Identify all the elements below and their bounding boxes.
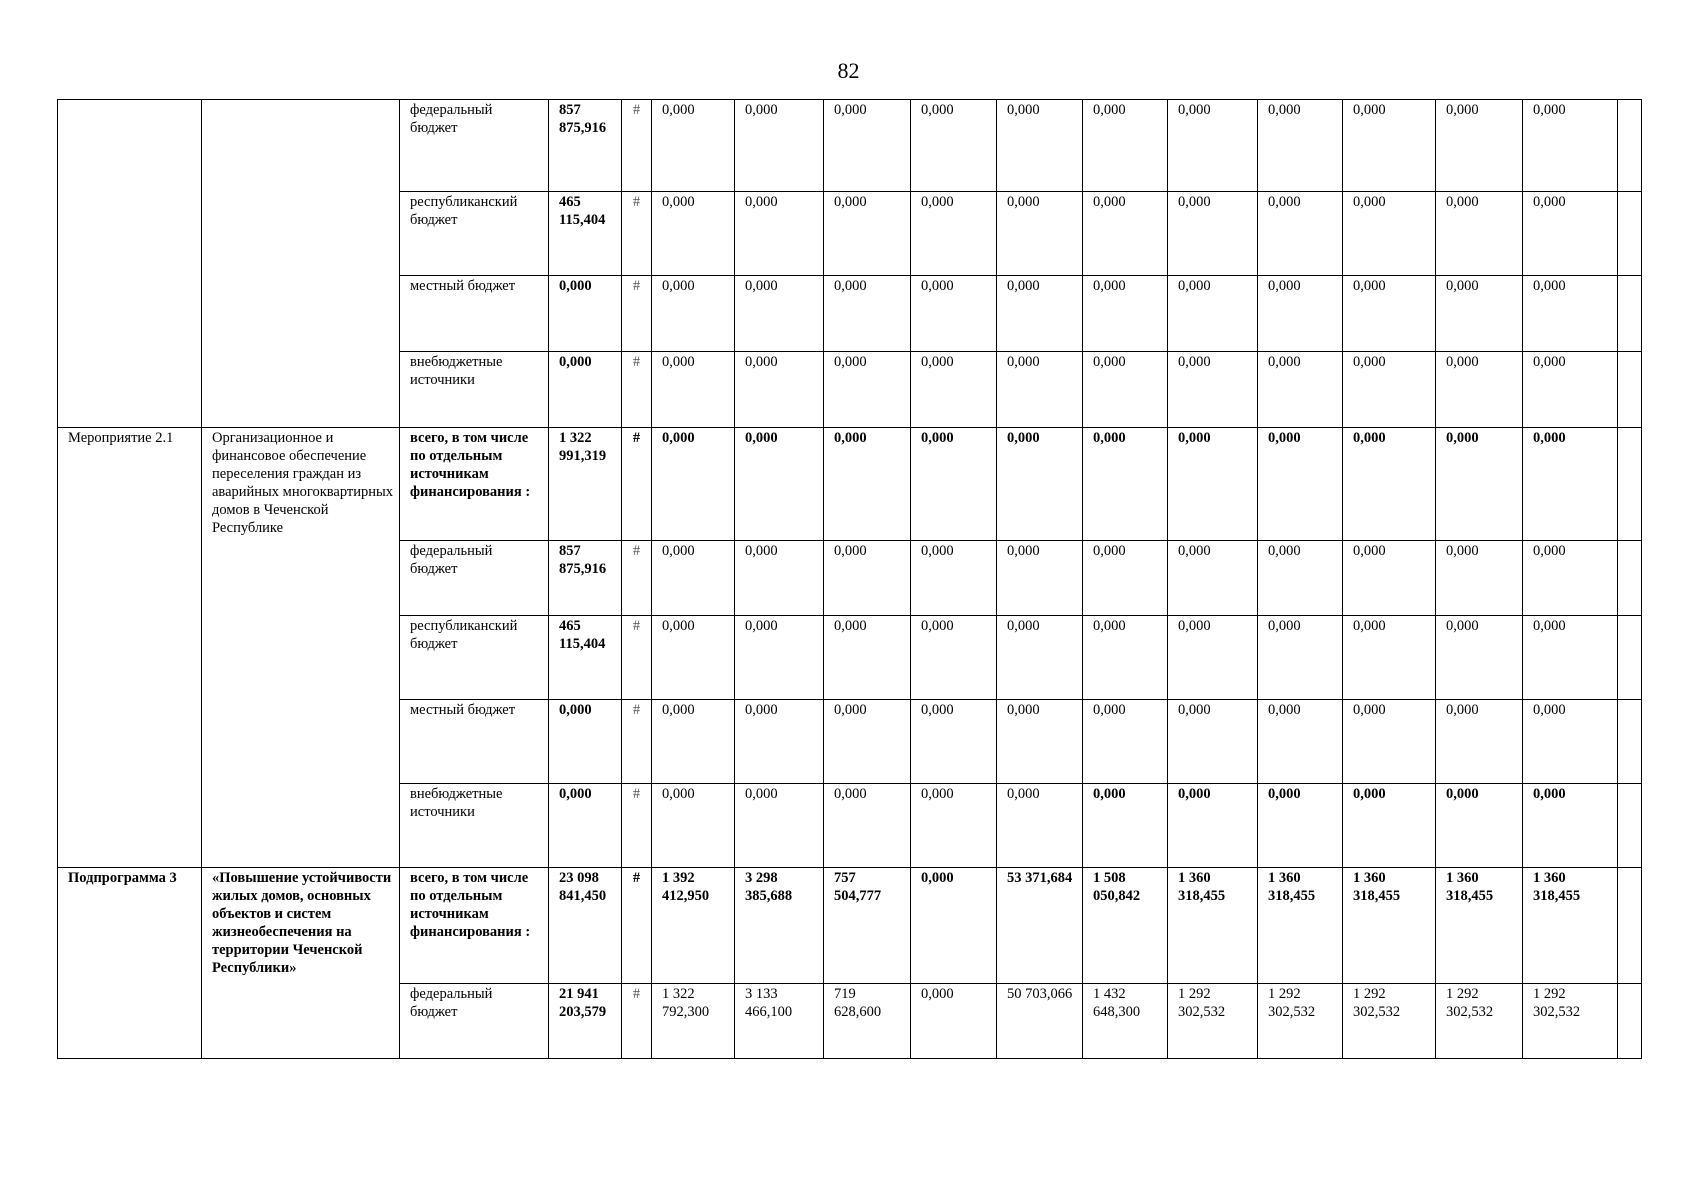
year-value: 0,000	[911, 784, 997, 868]
year-value: 1 360 318,455	[1436, 868, 1523, 984]
total-value: 0,000	[549, 700, 622, 784]
year-value: 0,000	[911, 428, 997, 541]
year-value: 0,000	[1436, 100, 1523, 192]
hash-cell: #	[622, 541, 652, 616]
year-value: 0,000	[1436, 541, 1523, 616]
total-value: 0,000	[549, 784, 622, 868]
year-value: 0,000	[735, 616, 824, 700]
year-value: 0,000	[1258, 192, 1343, 276]
page-number: 82	[837, 58, 860, 83]
empty-cell	[1618, 192, 1642, 276]
year-value: 0,000	[1083, 192, 1168, 276]
empty-cell	[1618, 352, 1642, 428]
year-value: 0,000	[997, 192, 1083, 276]
year-value: 0,000	[1083, 276, 1168, 352]
year-value: 0,000	[1523, 428, 1618, 541]
source-label: федеральный бюджет	[400, 984, 549, 1059]
year-value: 1 360 318,455	[1168, 868, 1258, 984]
year-value: 0,000	[652, 541, 735, 616]
measure-name: Мероприятие 2.1	[58, 428, 202, 868]
year-value: 1 360 318,455	[1343, 868, 1436, 984]
source-label: внебюджетные источники	[400, 352, 549, 428]
year-value: 1 360 318,455	[1523, 868, 1618, 984]
year-value: 0,000	[1258, 276, 1343, 352]
year-value: 0,000	[1083, 541, 1168, 616]
total-value: 0,000	[549, 352, 622, 428]
year-value: 0,000	[1258, 616, 1343, 700]
source-label: республиканский бюджет	[400, 616, 549, 700]
year-value: 1 392 412,950	[652, 868, 735, 984]
total-value: 857 875,916	[549, 100, 622, 192]
source-label: всего, в том числе по отдельным источникам финансирования :	[400, 428, 549, 541]
empty-cell	[1618, 276, 1642, 352]
empty-cell	[1618, 784, 1642, 868]
year-value: 0,000	[735, 700, 824, 784]
year-value: 1 292 302,532	[1343, 984, 1436, 1059]
total-value: 0,000	[549, 276, 622, 352]
year-value: 0,000	[997, 352, 1083, 428]
total-value: 857 875,916	[549, 541, 622, 616]
year-value: 0,000	[735, 428, 824, 541]
year-value: 0,000	[1523, 276, 1618, 352]
year-value: 0,000	[997, 616, 1083, 700]
year-value: 0,000	[1436, 784, 1523, 868]
year-value: 0,000	[1523, 616, 1618, 700]
hash-cell: #	[622, 616, 652, 700]
source-label: республиканский бюджет	[400, 192, 549, 276]
year-value: 0,000	[911, 192, 997, 276]
year-value: 0,000	[824, 616, 911, 700]
budget-table	[57, 99, 1642, 1059]
year-value: 0,000	[1258, 784, 1343, 868]
year-value: 53 371,684	[997, 868, 1083, 984]
source-label: федеральный бюджет	[400, 100, 549, 192]
empty-cell	[1618, 428, 1642, 541]
year-value: 0,000	[1083, 784, 1168, 868]
year-value: 3 133 466,100	[735, 984, 824, 1059]
year-value: 0,000	[735, 276, 824, 352]
source-label: внебюджетные источники	[400, 784, 549, 868]
year-value: 0,000	[824, 352, 911, 428]
total-value: 1 322 991,319	[549, 428, 622, 541]
year-value: 0,000	[824, 192, 911, 276]
year-value: 0,000	[997, 428, 1083, 541]
empty-cell	[1618, 541, 1642, 616]
year-value: 0,000	[735, 352, 824, 428]
year-value: 0,000	[911, 100, 997, 192]
year-value: 0,000	[911, 984, 997, 1059]
cell-name-continued	[58, 100, 202, 428]
hash-cell: #	[622, 700, 652, 784]
year-value: 0,000	[1436, 428, 1523, 541]
subprogram-description: «Повышение устойчивости жилых домов, основных объектов и систем жизнеобеспечения на территории Чеченской Республики»	[202, 868, 400, 1059]
year-value: 0,000	[735, 541, 824, 616]
year-value: 0,000	[1343, 100, 1436, 192]
year-value: 0,000	[1168, 428, 1258, 541]
year-value: 0,000	[652, 700, 735, 784]
year-value: 0,000	[1258, 100, 1343, 192]
table-row	[58, 428, 1642, 541]
year-value: 757 504,777	[824, 868, 911, 984]
hash-cell: #	[622, 984, 652, 1059]
year-value: 0,000	[1168, 352, 1258, 428]
cell-desc-continued	[202, 100, 400, 428]
year-value: 1 292 302,532	[1436, 984, 1523, 1059]
source-label: местный бюджет	[400, 700, 549, 784]
year-value: 0,000	[1343, 428, 1436, 541]
year-value: 0,000	[1343, 616, 1436, 700]
year-value: 0,000	[1168, 276, 1258, 352]
year-value: 0,000	[1168, 100, 1258, 192]
year-value: 0,000	[1436, 700, 1523, 784]
year-value: 0,000	[824, 428, 911, 541]
measure-description: Организационное и финансовое обеспечение переселения граждан из аварийных многоквартирных домов в Чеченской Республике	[202, 428, 400, 868]
total-value: 23 098 841,450	[549, 868, 622, 984]
year-value: 0,000	[1083, 352, 1168, 428]
source-label: всего, в том числе по отдельным источникам финансирования :	[400, 868, 549, 984]
year-value: 0,000	[997, 541, 1083, 616]
source-label: федеральный бюджет	[400, 541, 549, 616]
year-value: 0,000	[652, 192, 735, 276]
year-value: 0,000	[1168, 616, 1258, 700]
table-row	[58, 100, 1642, 192]
year-value: 0,000	[1258, 700, 1343, 784]
year-value: 0,000	[1168, 192, 1258, 276]
year-value: 0,000	[1168, 784, 1258, 868]
year-value: 0,000	[1436, 616, 1523, 700]
table-row	[58, 868, 1642, 984]
year-value: 0,000	[1168, 541, 1258, 616]
total-value: 465 115,404	[549, 616, 622, 700]
empty-cell	[1618, 984, 1642, 1059]
year-value: 0,000	[824, 100, 911, 192]
empty-cell	[1618, 700, 1642, 784]
hash-cell: #	[622, 352, 652, 428]
year-value: 0,000	[824, 276, 911, 352]
year-value: 0,000	[1083, 616, 1168, 700]
hash-cell: #	[622, 100, 652, 192]
year-value: 0,000	[1083, 700, 1168, 784]
year-value: 0,000	[1343, 276, 1436, 352]
year-value: 0,000	[652, 616, 735, 700]
hash-cell: #	[622, 192, 652, 276]
empty-cell	[1618, 100, 1642, 192]
total-value: 465 115,404	[549, 192, 622, 276]
year-value: 0,000	[824, 541, 911, 616]
year-value: 0,000	[997, 700, 1083, 784]
year-value: 0,000	[652, 784, 735, 868]
source-label: местный бюджет	[400, 276, 549, 352]
year-value: 1 322 792,300	[652, 984, 735, 1059]
year-value: 0,000	[1436, 192, 1523, 276]
year-value: 1 508 050,842	[1083, 868, 1168, 984]
year-value: 0,000	[911, 616, 997, 700]
hash-cell: #	[622, 276, 652, 352]
year-value: 0,000	[652, 428, 735, 541]
year-value: 0,000	[911, 700, 997, 784]
year-value: 0,000	[1343, 700, 1436, 784]
empty-cell	[1618, 868, 1642, 984]
year-value: 1 292 302,532	[1523, 984, 1618, 1059]
year-value: 0,000	[911, 276, 997, 352]
year-value: 0,000	[1523, 100, 1618, 192]
year-value: 0,000	[1258, 352, 1343, 428]
year-value: 0,000	[911, 868, 997, 984]
year-value: 0,000	[1436, 352, 1523, 428]
year-value: 3 298 385,688	[735, 868, 824, 984]
year-value: 0,000	[1343, 192, 1436, 276]
total-value: 21 941 203,579	[549, 984, 622, 1059]
year-value: 1 292 302,532	[1258, 984, 1343, 1059]
year-value: 0,000	[1436, 276, 1523, 352]
year-value: 0,000	[911, 541, 997, 616]
hash-cell: #	[622, 428, 652, 541]
year-value: 0,000	[1343, 541, 1436, 616]
year-value: 0,000	[1083, 428, 1168, 541]
year-value: 0,000	[735, 784, 824, 868]
year-value: 0,000	[997, 276, 1083, 352]
year-value: 0,000	[652, 276, 735, 352]
year-value: 0,000	[1343, 784, 1436, 868]
year-value: 0,000	[1523, 541, 1618, 616]
subprogram-name: Подпрограмма 3	[58, 868, 202, 1059]
year-value: 0,000	[911, 352, 997, 428]
year-value: 1 432 648,300	[1083, 984, 1168, 1059]
year-value: 0,000	[1083, 100, 1168, 192]
year-value: 1 360 318,455	[1258, 868, 1343, 984]
year-value: 0,000	[1258, 428, 1343, 541]
year-value: 0,000	[1523, 352, 1618, 428]
year-value: 0,000	[1523, 192, 1618, 276]
year-value: 0,000	[652, 100, 735, 192]
year-value: 0,000	[652, 352, 735, 428]
year-value: 50 703,066	[997, 984, 1083, 1059]
year-value: 0,000	[997, 784, 1083, 868]
year-value: 0,000	[1168, 700, 1258, 784]
year-value: 0,000	[824, 784, 911, 868]
year-value: 1 292 302,532	[1168, 984, 1258, 1059]
year-value: 0,000	[1258, 541, 1343, 616]
year-value: 0,000	[735, 100, 824, 192]
hash-cell: #	[622, 868, 652, 984]
year-value: 0,000	[735, 192, 824, 276]
year-value: 719 628,600	[824, 984, 911, 1059]
year-value: 0,000	[1523, 784, 1618, 868]
empty-cell	[1618, 616, 1642, 700]
year-value: 0,000	[1343, 352, 1436, 428]
year-value: 0,000	[1523, 700, 1618, 784]
hash-cell: #	[622, 784, 652, 868]
year-value: 0,000	[997, 100, 1083, 192]
year-value: 0,000	[824, 700, 911, 784]
